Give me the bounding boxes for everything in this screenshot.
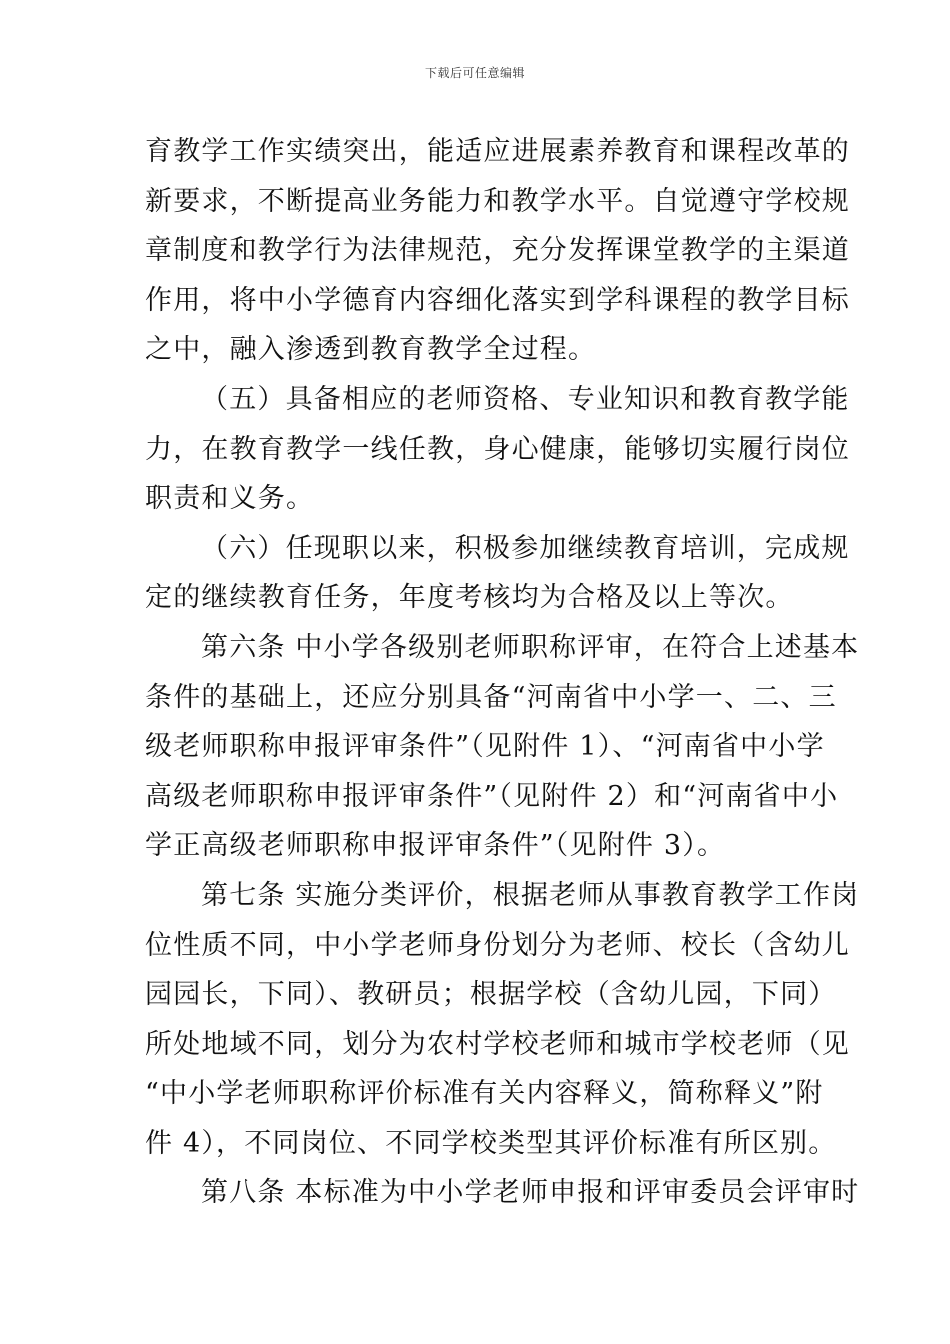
page-header: 下载后可任意编辑 [424, 66, 525, 80]
text-line: 之中，融入渗透到教育教学全过程。 [145, 334, 597, 366]
paragraph-continuation [145, 127, 850, 375]
text-line: 级老师职称申报评审条件”（见附件 1）、“河南省中小学 [145, 731, 825, 763]
text-line: 力，在教育教学一线任教，身心健康，能够切实履行岗位 [145, 433, 850, 465]
text-line: 育教学工作实绩突出，能适应进展素养教育和课程改革的 [145, 136, 850, 167]
text-line: 章制度和教学行为法律规范，充分发挥课堂教学的主渠道 [145, 235, 850, 267]
document-body [145, 127, 860, 1218]
paragraph-article-8 [145, 1168, 860, 1218]
text-line: 学正高级老师职称申报评审条件”（见附件 3）。 [145, 830, 726, 862]
paragraph-article-6 [145, 623, 860, 871]
text-line: 第七条 实施分类评价，根据老师从事教育教学工作岗 [201, 879, 860, 911]
text-line: （六）任现职以来，积极参加继续教育培训，完成规 [201, 532, 850, 564]
text-line: 园园长，下同）、教研员；根据学校（含幼儿园，下同） [145, 979, 837, 1011]
paragraph-article-7 [145, 871, 860, 1169]
text-line: 高级老师职称申报评审条件”（见附件 2）和“河南省中小 [145, 780, 839, 812]
text-line: 条件的基础上，还应分别具备“河南省中小学一、二、三 [145, 681, 837, 713]
text-line: 职责和义务。 [145, 483, 315, 515]
text-line: 定的继续教育任务，年度考核均为合格及以上等次。 [145, 582, 794, 614]
text-line: 第六条 中小学各级别老师职称评审，在符合上述基本 [201, 631, 860, 663]
text-line: 所处地域不同，划分为农村学校老师和城市学校老师（见 [145, 1028, 850, 1060]
text-line: “中小学老师职称评价标准有关内容释义，简称释义”附 [145, 1078, 824, 1110]
text-line: 第八条 本标准为中小学老师申报和评审委员会评审时 [201, 1177, 860, 1209]
text-line: 位性质不同，中小学老师身份划分为老师、校长（含幼儿 [145, 929, 850, 961]
text-line: 作用，将中小学德育内容细化落实到学科课程的教学目标 [145, 284, 850, 316]
text-line: 件 4），不同岗位、不同学校类型其评价标准有所区别。 [145, 1127, 837, 1159]
text-line: （五）具备相应的老师资格、专业知识和教育教学能 [201, 383, 850, 415]
text-line: 新要求，不断提高业务能力和教学水平。自觉遵守学校规 [145, 185, 850, 217]
paragraph-item-5 [145, 375, 850, 524]
paragraph-item-6 [145, 524, 850, 623]
